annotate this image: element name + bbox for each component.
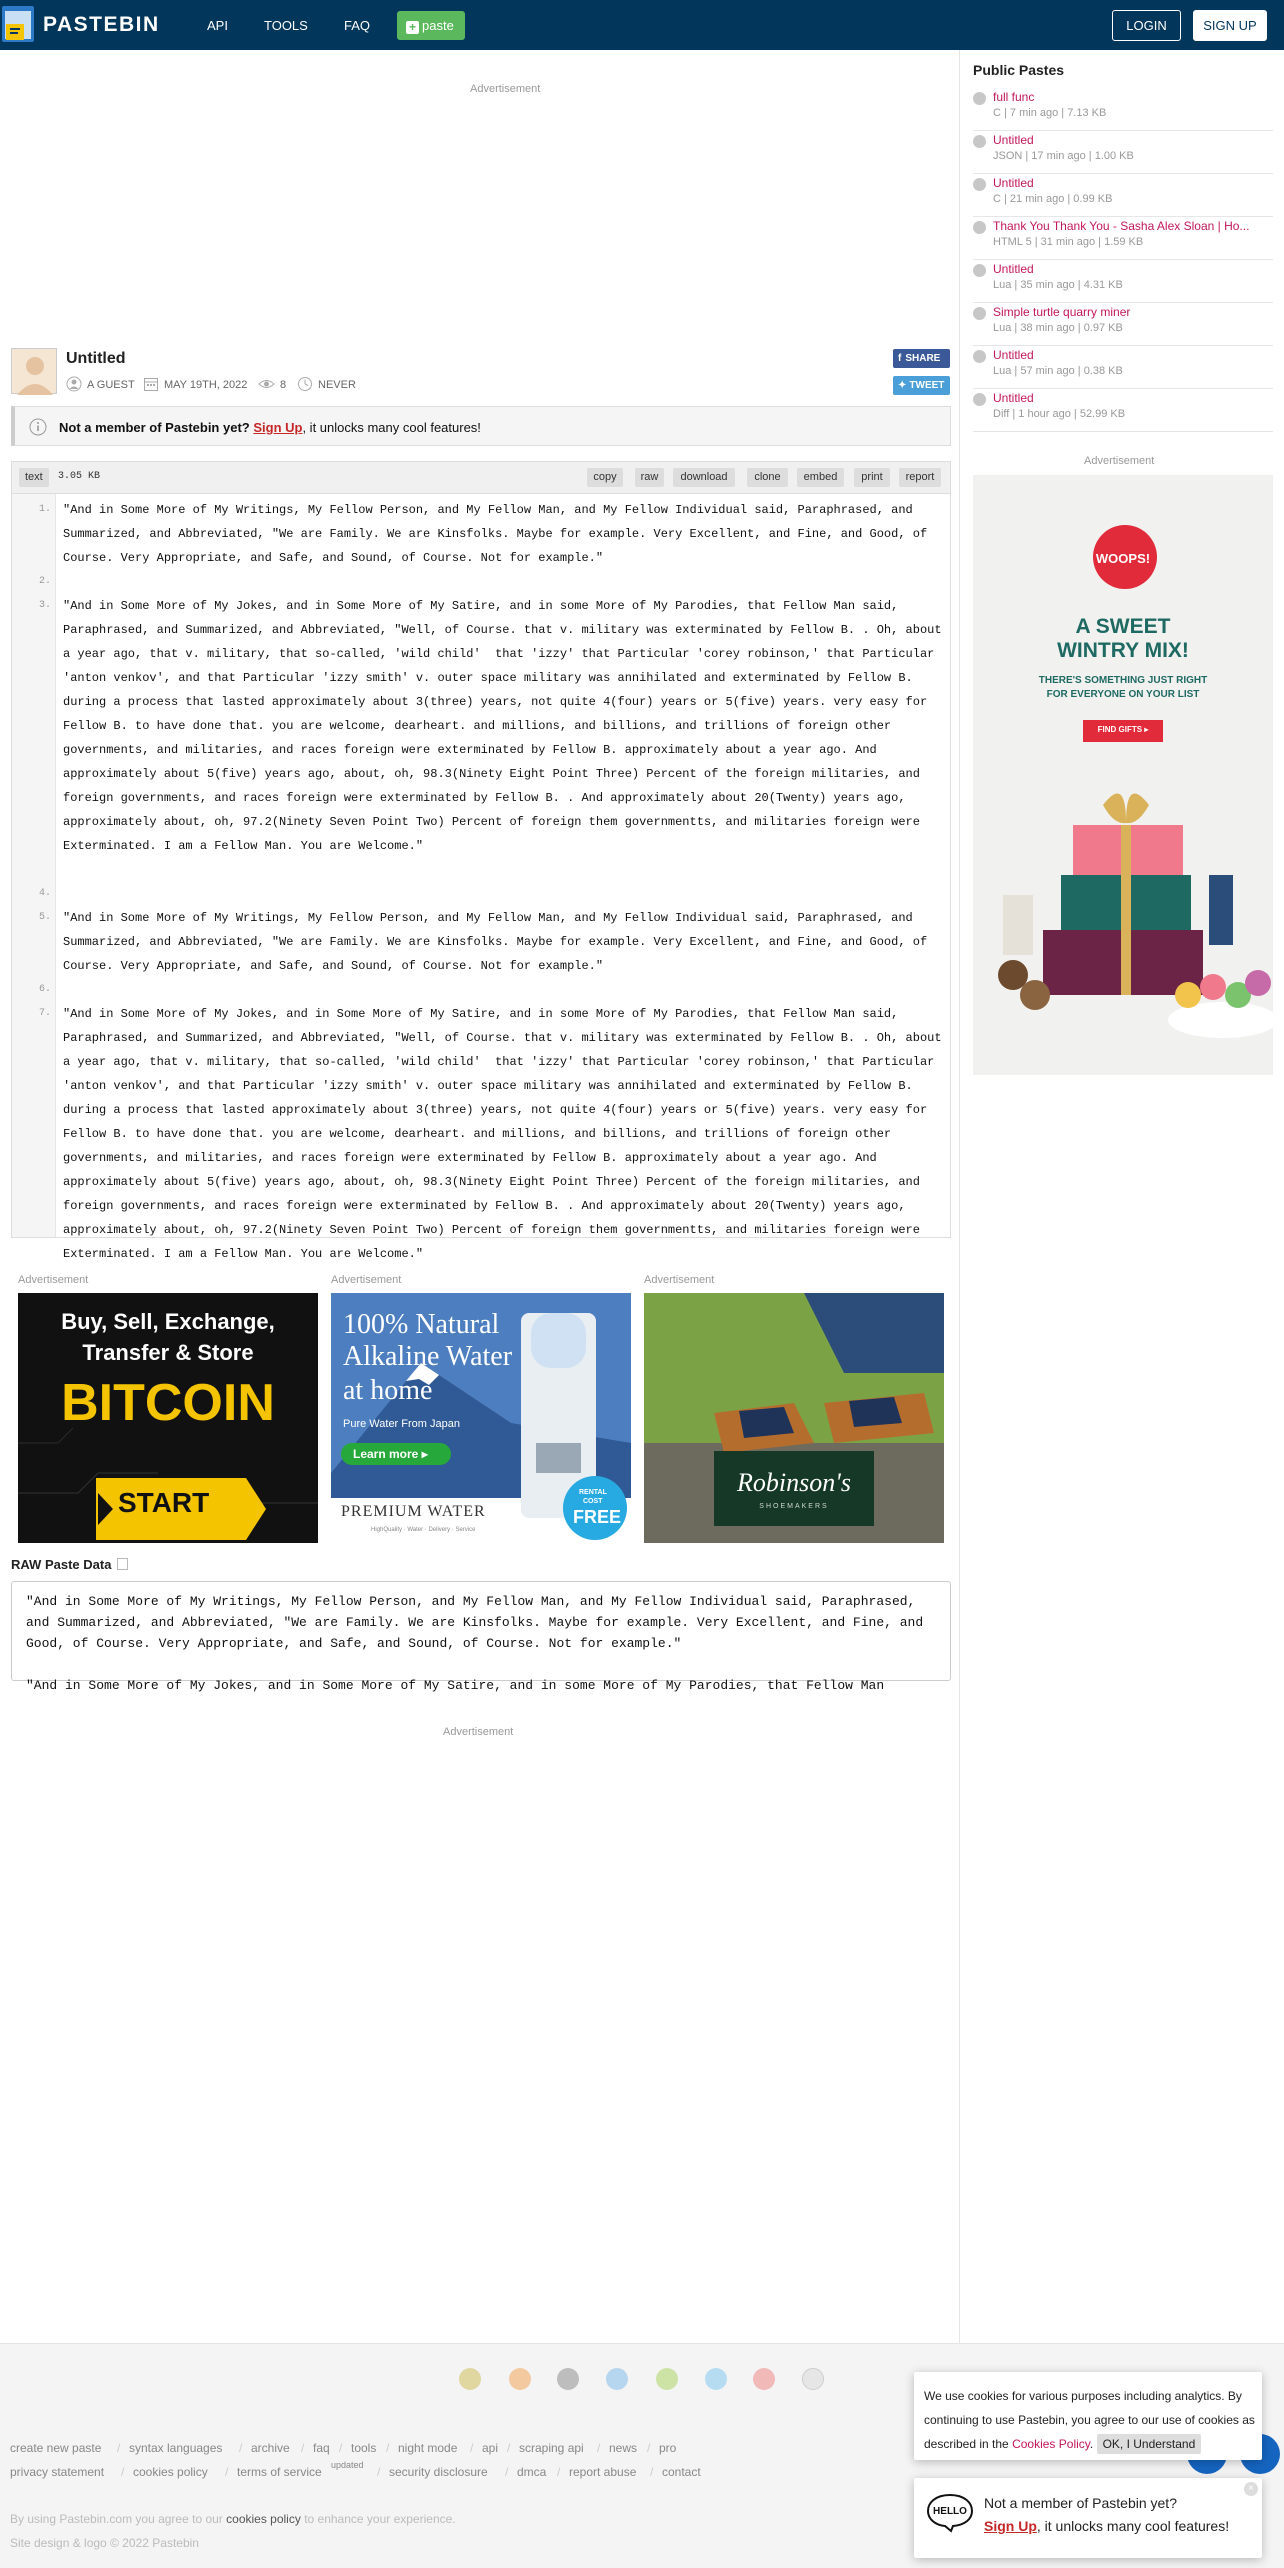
gift-ad-logo: WOOPS! <box>1095 551 1151 566</box>
footer-link-contact[interactable]: contact <box>662 2465 701 2479</box>
footer-cookie-policy-link[interactable]: cookies policy <box>226 2512 301 2526</box>
linux-app-icon[interactable] <box>802 2368 824 2390</box>
globe-icon <box>973 178 986 191</box>
ad-label-side: Advertisement <box>1084 455 1155 467</box>
raw-paste-label-text: RAW Paste Data <box>11 1557 112 1572</box>
public-paste-meta: HTML 5 | 31 min ago | 1.59 KB <box>993 236 1144 248</box>
paste-title: Untitled <box>66 350 126 367</box>
code-view[interactable] <box>11 494 951 1261</box>
android-app-icon[interactable] <box>656 2368 678 2390</box>
water-ad-line3: at home <box>343 1375 433 1406</box>
code-line: "And in Some More of My Writings, My Fellow Person, and My Fellow Man, and My Fellow Individual said, Paraphrased, and Summarized, and Abbreviated, "We are Family. We are Kinsfolks. Maybe for example. Very Excellent, and Fine, and Good, of Course. Very Appropriate, and Safe, and Sound, of Course. Not for example." <box>63 911 935 973</box>
bitcoin-ad-cta[interactable]: START <box>118 1487 210 1518</box>
facebook-icon: f <box>898 353 902 364</box>
footer-link-faq[interactable]: faq <box>313 2441 330 2455</box>
water-ad-cta[interactable]: Learn more ▸ <box>353 1447 428 1461</box>
water-ad[interactable] <box>331 1293 631 1543</box>
water-ad-tag: HighQuality · Water · Delivery · Service <box>371 1527 476 1533</box>
footer-link-privacy[interactable]: privacy statement <box>10 2465 105 2479</box>
public-paste-item[interactable] <box>973 389 1273 432</box>
syntax-tag[interactable]: text <box>19 468 49 487</box>
footer-link-terms[interactable]: terms of service <box>237 2465 322 2479</box>
public-paste-item[interactable] <box>973 174 1273 217</box>
tweet-button[interactable] <box>893 376 950 395</box>
bitcoin-ad-line1: Buy, Sell, Exchange, <box>61 1309 275 1334</box>
water-ad-badge1: RENTAL <box>579 1489 607 1496</box>
footer-link-create[interactable]: create new paste <box>10 2441 102 2455</box>
hello-badge-text: HELLO <box>933 2506 967 2517</box>
chrome-extension-icon[interactable] <box>459 2368 481 2390</box>
clone-button[interactable]: clone <box>747 468 788 487</box>
shoes-ad[interactable] <box>644 1293 944 1543</box>
shoes-ad-brand: Robinson's <box>737 1468 851 1497</box>
raw-paste-label <box>11 1557 128 1572</box>
footer-link-news[interactable]: news <box>609 2441 638 2455</box>
public-paste-title[interactable]: Untitled <box>993 133 1034 147</box>
water-ad-badge3: FREE <box>573 1507 622 1527</box>
expire-icon <box>297 376 313 392</box>
paste-author[interactable]: A GUEST <box>87 379 135 391</box>
water-ad-brand: PREMIUM WATER <box>341 1503 486 1520</box>
login-button[interactable]: LOGIN <box>1112 10 1181 41</box>
cookie-banner: We use cookies for various purposes including analytics. By continuing to use Pastebin, you agree to our use of cookies as described in the Cookies Policy. OK, I Understand <box>914 2372 1262 2460</box>
public-paste-meta: Diff | 1 hour ago | 52.99 KB <box>993 408 1126 420</box>
eye-icon <box>258 376 275 392</box>
code-line: "And in Some More of My Writings, My Fellow Person, and My Fellow Man, and My Fellow Individual said, Paraphrased, and Summarized, and Abbreviated, "We are Family. We are Kinsfolks. Maybe for example. Very Excellent, and Fine, and Good, of Course. Very Appropriate, and Safe, and Sound, of Course. Not for example." <box>63 503 935 565</box>
public-paste-item[interactable] <box>973 346 1273 389</box>
footer-link-nightmode[interactable]: night mode <box>398 2441 458 2455</box>
line-number: 2. <box>38 576 51 587</box>
bitcoin-ad-line2: Transfer & Store <box>82 1340 254 1365</box>
globe-icon <box>973 393 986 406</box>
footer-link-security[interactable]: security disclosure <box>389 2465 488 2479</box>
logo-text[interactable]: PASTEBIN <box>43 13 160 36</box>
macos-app-icon[interactable] <box>705 2368 727 2390</box>
user-icon <box>66 376 82 392</box>
line-number: 6. <box>38 984 51 995</box>
line-number: 3. <box>38 600 51 611</box>
footer-agree-pre: By using Pastebin.com you agree to our <box>10 2512 223 2526</box>
gift-ad[interactable] <box>973 475 1273 1075</box>
gift-ad-sub2: FOR EVERYONE ON YOUR LIST <box>1046 689 1200 700</box>
footer-link-dmca[interactable]: dmca <box>517 2465 547 2479</box>
nav-tools[interactable]: TOOLS <box>264 18 308 33</box>
water-ad-line1: 100% Natural <box>343 1309 500 1340</box>
cookie-policy-link[interactable]: Cookies Policy <box>1012 2437 1090 2451</box>
footer-link-api[interactable]: api <box>482 2441 499 2455</box>
terms-updated-badge: updated <box>331 2460 364 2470</box>
footer-agree <box>10 2512 456 2526</box>
globe-icon <box>973 264 986 277</box>
firefox-extension-icon[interactable] <box>509 2368 531 2390</box>
cookie-ok-button[interactable]: OK, I Understand <box>1097 2434 1202 2454</box>
public-paste-title[interactable]: Untitled <box>993 391 1034 405</box>
globe-icon <box>973 307 986 320</box>
nav-faq[interactable]: FAQ <box>344 18 371 33</box>
plus-icon: + <box>406 21 419 34</box>
public-pastes-title: Public Pastes <box>973 62 1065 78</box>
water-ad-sub: Pure Water From Japan <box>343 1418 460 1430</box>
public-paste-meta: JSON | 17 min ago | 1.00 KB <box>993 150 1134 162</box>
ad-label: Advertisement <box>644 1274 715 1286</box>
bitcoin-ad-big: BITCOIN <box>61 1374 275 1432</box>
public-paste-item[interactable] <box>973 217 1273 260</box>
public-paste-meta: Lua | 57 min ago | 0.38 KB <box>993 365 1123 377</box>
water-ad-badge2: COST <box>583 1498 603 1505</box>
public-paste-item[interactable] <box>973 303 1273 346</box>
gift-ad-head2: WINTRY MIX! <box>1057 639 1189 662</box>
windows-app-icon[interactable] <box>606 2368 628 2390</box>
line-number: 7. <box>38 1008 51 1019</box>
public-paste-item[interactable] <box>973 88 1273 131</box>
footer-link-report[interactable]: report abuse <box>569 2465 637 2479</box>
gift-ad-head1: A SWEET <box>1075 615 1171 638</box>
member-popup-signup-link[interactable]: Sign Up <box>984 2518 1037 2534</box>
public-paste-item[interactable] <box>973 131 1273 174</box>
new-paste-label: paste <box>422 18 454 33</box>
raw-paste-textarea[interactable]: "And in Some More of My Writings, My Fellow Person, and My Fellow Man, and My Fellow Individual said, Paraphrased, and Summarized, and Abbreviated, "We are Family. We are Kinsfolks. Maybe for example. Very Excellent, and Fine, and Good, of Course. Very Appropriate, and Safe, and Sound, of Course. Not for example." "And in Some More of My Jokes, and in Some More of My Satire, and in some More of My Parodies, that Fellow Man <box>11 1581 951 1681</box>
info-icon <box>29 418 47 436</box>
share-label: SHARE <box>905 353 941 364</box>
public-paste-title[interactable]: full func <box>993 90 1035 104</box>
opera-extension-icon[interactable] <box>753 2368 775 2390</box>
public-paste-item[interactable] <box>973 260 1273 303</box>
new-paste-button[interactable] <box>397 11 465 40</box>
line-number: 5. <box>38 912 51 923</box>
embed-button[interactable]: embed <box>797 468 844 487</box>
notice-bold: Not a member of Pastebin yet? <box>59 420 250 435</box>
close-icon[interactable]: × <box>1244 2482 1258 2496</box>
gift-ad-cta[interactable]: FIND GIFTS ▸ <box>1097 725 1149 734</box>
download-button[interactable]: download <box>673 468 735 487</box>
ad-label-bottom: Advertisement <box>443 1726 514 1738</box>
notice-signup-link[interactable]: Sign Up <box>253 420 303 435</box>
member-notice <box>11 406 951 446</box>
signup-button[interactable]: SIGN UP <box>1193 10 1267 41</box>
member-popup <box>914 2478 1262 2558</box>
globe-icon <box>973 350 986 363</box>
public-paste-title[interactable]: Untitled <box>993 348 1034 362</box>
shoes-ad-sub: SHOEMAKERS <box>759 1503 829 1510</box>
member-popup-line1: Not a member of Pastebin yet? <box>984 2495 1177 2511</box>
nav-api[interactable]: API <box>207 18 228 33</box>
member-popup-rest: , it unlocks many cool features! <box>1036 2518 1230 2534</box>
public-paste-meta: Lua | 35 min ago | 4.31 KB <box>993 279 1123 291</box>
code-line: "And in Some More of My Jokes, and in Some More of My Satire, and in some More of My Parodies, that Fellow Man said, Paraphrased, and Summarized, and Abbreviated, "Well, of Course. that v. military was exterminated by Fellow B. . Oh, about a year ago, that v. military, that so-called, 'wild child' that 'izzy' that Particular 'corey robinson,' that Particular 'anton venkov', and that Particular 'izzy smith' v. outer space military was annihilated and exterminated by Fellow B. during a process that lasted approximately about 3(three) years, not quite 4(four) years or 5(five) years. very easy for Fellow B. to have done that. you are welcome, dearheart. and millions, and billions, and trillions of foreign other governments, and militaries, and races foreign were exterminated by Fellow B. approximately about a year ago. And approximately about 5(five) years ago, about, oh, 98.3(Ninety Eight Point Three) Percent of the foreign militaries, and foreign governments, and races foreign were exterminated by Fellow B. . And approximately about 20(Twenty) years ago, approximately about, oh, 97.2(Ninety Seven Point Two) Percent of foreign them governmentts, and militaries foreign were Exterminated. I am a Fellow Man. You are Welcome." <box>63 1007 949 1261</box>
paste-views: 8 <box>280 379 287 391</box>
public-paste-meta: Lua | 38 min ago | 0.97 KB <box>993 322 1123 334</box>
paste-size: 3.05 KB <box>58 471 101 482</box>
header <box>0 0 1284 50</box>
footer-link-tools[interactable]: tools <box>351 2441 377 2455</box>
paste-expires: NEVER <box>318 379 356 391</box>
footer-link-scraping[interactable]: scraping api <box>519 2441 584 2455</box>
public-paste-meta: C | 21 min ago | 0.99 KB <box>993 193 1113 205</box>
ad-label: Advertisement <box>18 1274 89 1286</box>
public-paste-title[interactable]: Untitled <box>993 262 1034 276</box>
ad-label: Advertisement <box>331 1274 402 1286</box>
footer-link-syntax[interactable]: syntax languages <box>129 2441 223 2455</box>
water-ad-line2: Alkaline Water <box>343 1341 513 1372</box>
line-number: 4. <box>38 888 51 899</box>
code-line: "And in Some More of My Jokes, and in Some More of My Satire, and in some More of My Parodies, that Fellow Man said, Paraphrased, and Summarized, and Abbreviated, "Well, of Course. that v. military was exterminated by Fellow B. . Oh, about a year ago, that v. military, that so-called, 'wild child' that 'izzy' that Particular 'corey robinson,' that Particular 'anton venkov', and that Particular 'izzy smith' v. outer space military was annihilated and exterminated by Fellow B. during a process that lasted approximately about 3(three) years, not quite 4(four) years or 5(five) years. very easy for Fellow B. to have done that. you are welcome, dearheart. and millions, and billions, and trillions of foreign other governments, and militaries, and races foreign were exterminated by Fellow B. approximately about a year ago. And approximately about 5(five) years ago, about, oh, 98.3(Ninety Eight Point Three) Percent of the foreign militaries, and foreign governments, and races foreign were exterminated by Fellow B. . And approximately about 20(Twenty) years ago, approximately about, oh, 97.2(Ninety Seven Point Two) Percent of foreign them governmentts, and militaries foreign were Exterminated. I am a Fellow Man. You are Welcome." <box>63 599 949 853</box>
globe-icon <box>973 221 986 234</box>
public-paste-title[interactable]: Simple turtle quarry miner <box>993 305 1131 319</box>
line-number: 1. <box>38 504 51 515</box>
notice-rest: , it unlocks many cool features! <box>302 420 481 435</box>
copy-button[interactable]: copy <box>587 468 623 487</box>
report-button[interactable]: report <box>899 468 941 487</box>
ad-label-top: Advertisement <box>470 83 541 95</box>
public-paste-title[interactable]: Untitled <box>993 176 1034 190</box>
twitter-icon: ✦ <box>898 380 907 391</box>
avatar <box>11 348 57 394</box>
ios-app-icon[interactable] <box>557 2368 579 2390</box>
tweet-label: TWEET <box>909 380 945 391</box>
public-paste-meta: C | 7 min ago | 7.13 KB <box>993 107 1107 119</box>
print-button[interactable]: print <box>854 468 890 487</box>
footer-link-archive[interactable]: archive <box>251 2441 290 2455</box>
globe-icon <box>973 135 986 148</box>
footer-agree-post: to enhance your experience. <box>304 2512 456 2526</box>
pastebin-logo-icon[interactable] <box>0 2 38 46</box>
raw-button[interactable]: raw <box>635 468 664 487</box>
public-paste-title[interactable]: Thank You Thank You - Sasha Alex Sloan | Ho... <box>993 219 1250 233</box>
paste-toolbar <box>11 461 951 494</box>
share-button[interactable] <box>893 349 950 368</box>
bitcoin-ad[interactable] <box>18 1293 318 1543</box>
footer-copyright: Site design & logo © 2022 Pastebin <box>10 2536 199 2550</box>
globe-icon <box>973 92 986 105</box>
paste-date: MAY 19TH, 2022 <box>164 379 248 391</box>
cookie-text: We use cookies for various purposes including analytics. By continuing to use Pastebin, you agree to our use of cookies as described in the <box>924 2389 1255 2451</box>
calendar-icon <box>143 376 159 392</box>
gift-ad-sub1: THERE'S SOMETHING JUST RIGHT <box>1038 675 1208 686</box>
copy-raw-icon[interactable] <box>117 1558 128 1570</box>
footer-link-pro[interactable]: pro <box>659 2441 677 2455</box>
footer-link-cookies[interactable]: cookies policy <box>133 2465 208 2479</box>
